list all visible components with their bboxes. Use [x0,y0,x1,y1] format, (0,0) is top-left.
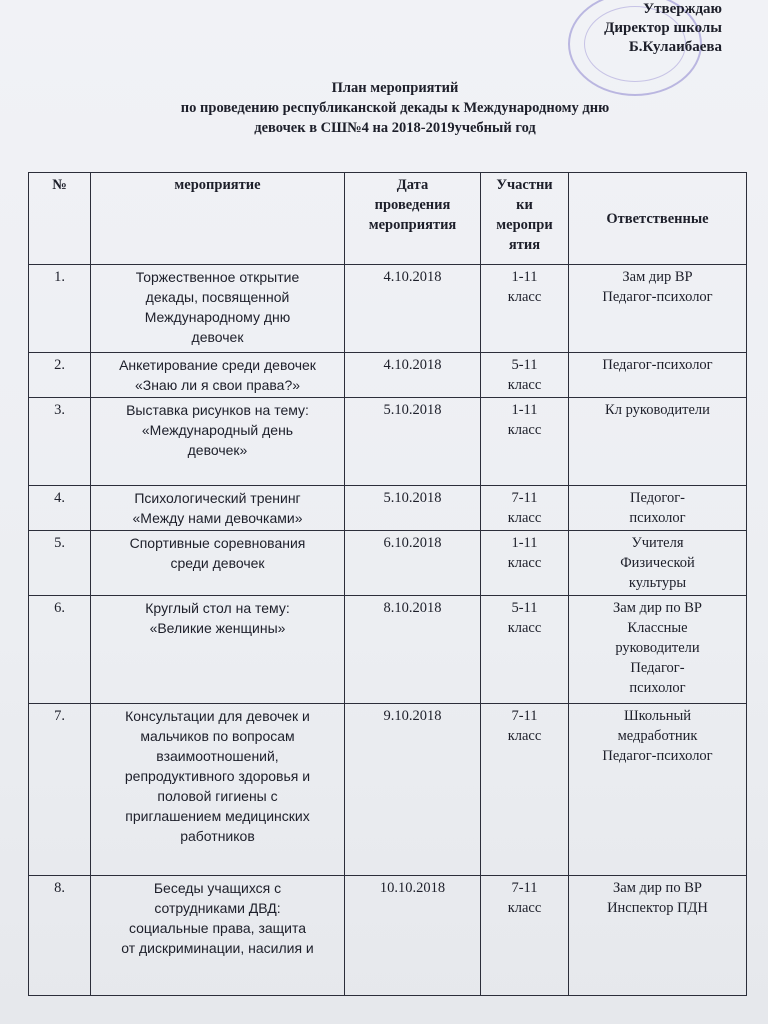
row-responsible: Учителя Физической культуры [569,531,747,596]
row-event: Консультации для девочек и мальчиков по вопросам взаимоотношений, репродуктивного здоровья и половой гигиены с приглашением медицинских работников [91,704,345,876]
document-title [100,78,690,138]
row-event: Спортивные соревнования среди девочек [91,531,345,596]
row-number: 3. [29,398,91,486]
table-row [29,398,747,486]
row-date: 5.10.2018 [345,486,481,531]
row-participants: 1-11 класс [481,531,569,596]
row-date: 4.10.2018 [345,353,481,398]
row-responsible: Зам дир по ВР Инспектор ПДН [569,876,747,996]
approval-block [604,0,722,57]
row-date: 4.10.2018 [345,265,481,353]
row-participants: 1-11 класс [481,398,569,486]
approval-line-approve: Утверждаю [643,1,722,17]
table-row [29,596,747,704]
table-row [29,265,747,353]
row-event: Круглый стол на тему: «Великие женщины» [91,596,345,704]
table-row [29,531,747,596]
header-date: Дата проведения мероприятия [345,173,481,265]
approval-line-name: Б.Кулаибаева [628,39,722,55]
row-number: 8. [29,876,91,996]
row-date: 8.10.2018 [345,596,481,704]
row-participants: 1-11 класс [481,265,569,353]
row-event: Торжественное открытие декады, посвященной Международному дню девочек [91,265,345,353]
title-line-2: по проведению республиканской декады к Международному дню [180,100,610,116]
row-number: 5. [29,531,91,596]
row-participants: 5-11 класс [481,353,569,398]
header-participants: Участни ки меропри ятия [481,173,569,265]
row-date: 6.10.2018 [345,531,481,596]
row-event: Психологический тренинг «Между нами девочками» [91,486,345,531]
row-date: 10.10.2018 [345,876,481,996]
table-row [29,704,747,876]
row-participants: 7-11 класс [481,486,569,531]
row-responsible: Педагог-психолог [569,353,747,398]
row-responsible: Педогог- психолог [569,486,747,531]
row-event: Выставка рисунков на тему: «Международный день девочек» [91,398,345,486]
row-event: Беседы учащихся с сотрудниками ДВД: социальные права, защита от дискриминации, насилия и [91,876,345,996]
header-event: мероприятие [91,173,345,265]
table-row [29,486,747,531]
events-table [28,172,747,996]
row-number: 6. [29,596,91,704]
table-header-row [29,173,747,265]
row-number: 7. [29,704,91,876]
table-row [29,353,747,398]
row-number: 2. [29,353,91,398]
row-number: 4. [29,486,91,531]
title-line-3: девочек в СШ№4 на 2018-2019учебный год [254,120,536,136]
header-responsible: Ответственные [569,173,747,265]
row-participants: 7-11 класс [481,876,569,996]
row-participants: 7-11 класс [481,704,569,876]
row-participants: 5-11 класс [481,596,569,704]
row-number: 1. [29,265,91,353]
row-responsible: Школьный медработник Педагог-психолог [569,704,747,876]
approval-line-position: Директор школы [604,20,722,36]
title-line-1: План мероприятий [331,80,459,96]
row-event: Анкетирование среди девочек «Знаю ли я свои права?» [91,353,345,398]
row-responsible: Кл руководители [569,398,747,486]
table-row [29,876,747,996]
header-number: № [29,173,91,265]
row-responsible: Зам дир ВР Педагог-психолог [569,265,747,353]
row-date: 5.10.2018 [345,398,481,486]
row-responsible: Зам дир по ВР Классные руководители Педагог- психолог [569,596,747,704]
row-date: 9.10.2018 [345,704,481,876]
